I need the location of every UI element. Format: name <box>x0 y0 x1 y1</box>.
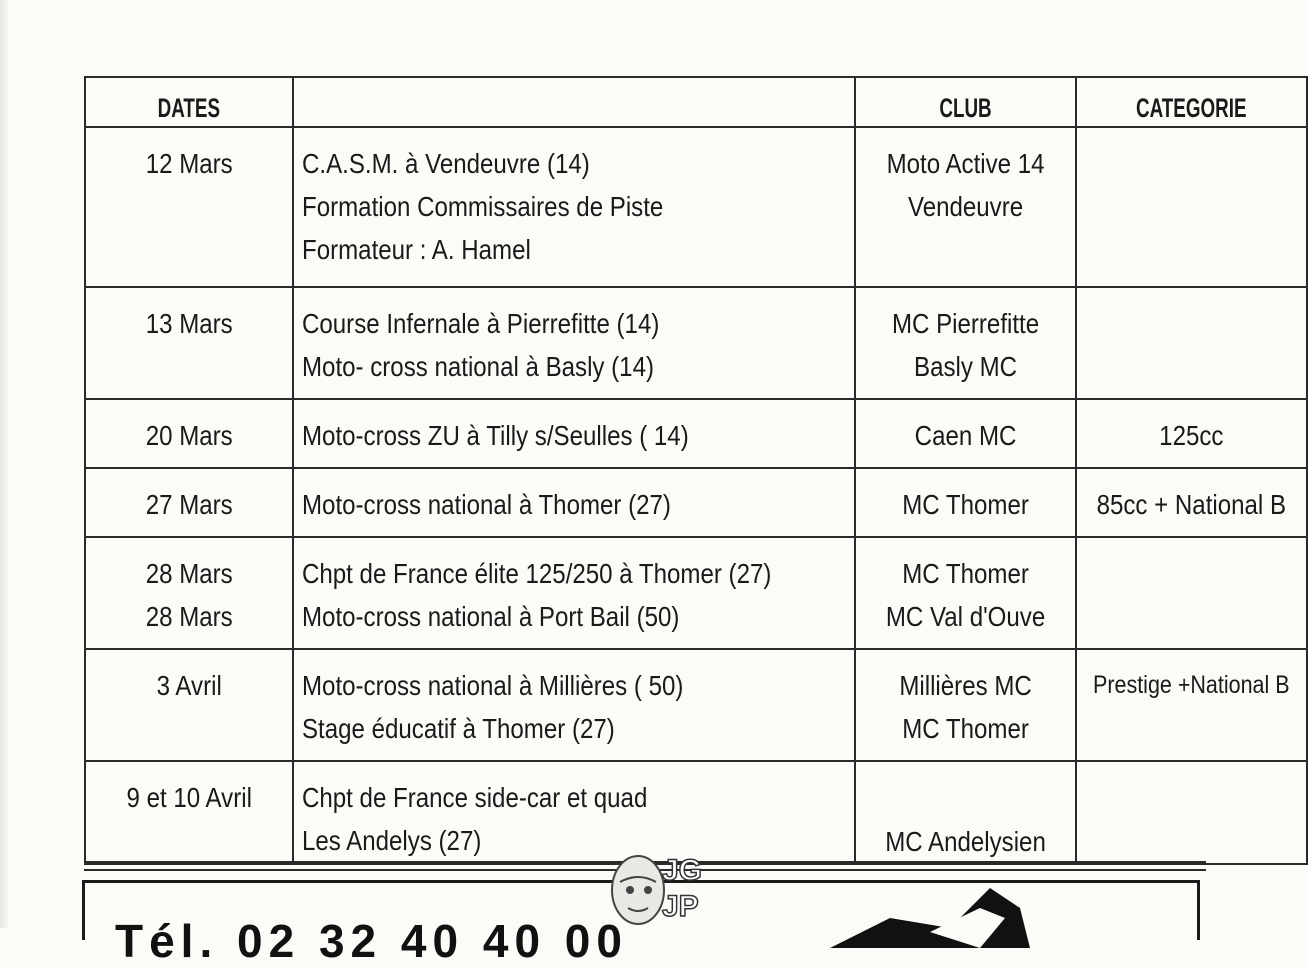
categorie-cell <box>1076 537 1307 649</box>
categorie-text: 85cc + National B <box>1096 489 1287 520</box>
event-cell <box>293 127 855 287</box>
jgjp-logo-icon <box>598 842 716 932</box>
date-text: 9 et 10 Avril <box>126 782 252 813</box>
date-text: 12 Mars <box>145 148 233 179</box>
event-text: Chpt de France side-car et quad <box>302 782 648 813</box>
club-text: Moto Active 14 <box>886 148 1045 179</box>
event-cell <box>293 399 855 468</box>
club-cell <box>855 761 1076 864</box>
club-text: MC Andelysien <box>885 826 1047 857</box>
club-text: MC Thomer <box>902 489 1030 520</box>
club-text: MC Val d'Ouve <box>886 601 1046 632</box>
categorie-cell <box>1076 468 1307 537</box>
page-edge-shadow <box>0 0 10 928</box>
date-text: 3 Avril <box>156 670 222 701</box>
event-text: Stage éducatif à Thomer (27) <box>302 713 616 744</box>
date-cell <box>85 537 293 649</box>
categorie-cell <box>1076 649 1307 761</box>
date-cell <box>85 287 293 399</box>
header-event <box>344 77 805 127</box>
date-cell <box>85 468 293 537</box>
event-text: C.A.S.M. à Vendeuvre (14) <box>302 148 591 179</box>
club-text: Basly MC <box>914 351 1018 382</box>
categorie-cell <box>1076 761 1307 864</box>
event-cell <box>293 287 855 399</box>
club-text: Caen MC <box>914 420 1017 451</box>
header-club: CLUB <box>875 77 1056 127</box>
event-text: Moto-cross national à Port Bail (50) <box>302 601 680 632</box>
table-row <box>85 127 1307 287</box>
categorie-cell <box>1076 287 1307 399</box>
club-text: MC Thomer <box>902 558 1030 589</box>
advert-phone-text: Tél. 02 32 40 40 00 <box>115 915 628 967</box>
date-text: 13 Mars <box>145 308 233 339</box>
event-text: Moto- cross national à Basly (14) <box>302 351 655 382</box>
event-text: Chpt de France élite 125/250 à Thomer (27) <box>302 558 772 589</box>
club-cell <box>855 127 1076 287</box>
table-row <box>85 649 1307 761</box>
date-text: 28 Mars <box>145 601 233 632</box>
club-cell <box>855 399 1076 468</box>
event-cell <box>293 468 855 537</box>
club-text: MC Thomer <box>902 713 1030 744</box>
event-text: Les Andelys (27) <box>302 825 482 856</box>
date-cell <box>85 127 293 287</box>
event-text: Moto-cross ZU à Tilly s/Seulles ( 14) <box>302 420 690 451</box>
club-cell <box>855 287 1076 399</box>
club-cell <box>855 468 1076 537</box>
event-text: Formateur : A. Hamel <box>302 234 532 265</box>
event-cell <box>293 649 855 761</box>
date-cell <box>85 761 293 864</box>
header-dates: DATES <box>104 77 275 127</box>
event-cell <box>293 761 855 864</box>
table-header-row <box>85 77 1307 127</box>
event-cell <box>293 537 855 649</box>
event-text: Moto-cross national à Thomer (27) <box>302 489 672 520</box>
date-text: 27 Mars <box>145 489 233 520</box>
categorie-cell <box>1076 399 1307 468</box>
event-text: Formation Commissaires de Piste <box>302 191 664 222</box>
table-row <box>85 468 1307 537</box>
club-cell <box>855 649 1076 761</box>
event-text: Course Infernale à Pierrefitte (14) <box>302 308 660 339</box>
table-row <box>85 399 1307 468</box>
categorie-cell <box>1076 127 1307 287</box>
club-text: Vendeuvre <box>908 191 1024 222</box>
categorie-text: 125cc <box>1159 420 1224 451</box>
advert-graphic-icon <box>830 888 1030 948</box>
club-text: MC Pierrefitte <box>892 308 1040 339</box>
date-cell <box>85 649 293 761</box>
event-text: Moto-cross national à Millières ( 50) <box>302 670 684 701</box>
date-cell <box>85 399 293 468</box>
table-row <box>85 287 1307 399</box>
logo-text: JG <box>662 854 703 887</box>
categorie-text: Prestige +National B <box>1093 671 1290 699</box>
date-text: 28 Mars <box>145 558 233 589</box>
events-schedule-table <box>84 76 1308 865</box>
club-text: Millières MC <box>899 670 1033 701</box>
date-text: 20 Mars <box>145 420 233 451</box>
header-categorie: CATEGORIE <box>1097 77 1286 127</box>
club-cell <box>855 537 1076 649</box>
table-row <box>85 537 1307 649</box>
svg-text:JP: JP <box>662 890 699 923</box>
